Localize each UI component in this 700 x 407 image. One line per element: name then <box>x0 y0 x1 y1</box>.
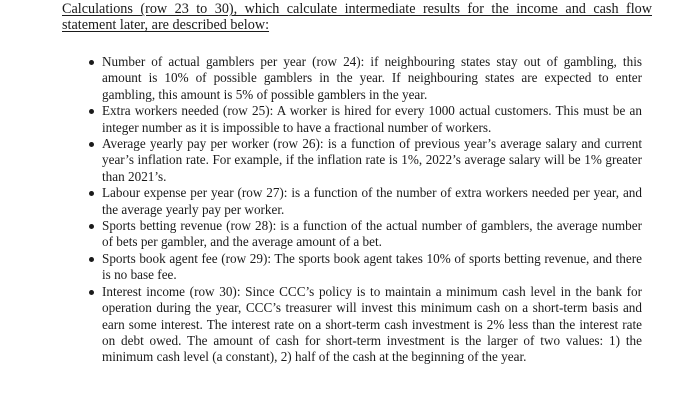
list-item-text: Extra workers needed (row 25): A worker is hired for every 1000 actual customers. This must be an integer number as it is impossible to have a fractional number of workers. <box>102 103 642 135</box>
list-item-text: Sports book agent fee (row 29): The sports book agent takes 10% of sports betting revenue, and there is no base fee. <box>102 250 642 283</box>
list-item-actual-gamblers <box>89 54 642 103</box>
section-heading: Calculations (row 23 to 30), which calculate intermediate results for the income and cash flow statement later, are described below: <box>62 1 652 33</box>
list-item-interest-income <box>89 284 642 366</box>
bullet-icon <box>89 142 94 147</box>
bullet-icon <box>89 257 94 262</box>
bullet-list <box>89 54 642 366</box>
list-item-sports-book-agent-fee <box>89 251 642 284</box>
list-item-extra-workers <box>89 103 642 136</box>
bullet-icon <box>89 224 94 229</box>
list-item-labour-expense <box>89 185 642 218</box>
list-item-sports-betting-revenue <box>89 218 642 251</box>
bullet-icon <box>89 290 94 295</box>
list-item-text: Interest income (row 30): Since CCC’s policy is to maintain a minimum cash level in the bank for operation during the year, CCC’s treasurer will invest this minimum cash on a short-term basis and earn some interest. The interest rate on a short-term cash investment is 2% less than the interest rate on debt owed. The amount of cash for short-term investment is the larger of two values: 1) the minimum cash level (a constant), 2) half of the cash at the beginning of the year. <box>102 283 642 365</box>
list-item-text: Sports betting revenue (row 28): is a function of the actual number of gamblers, the average number of bets per gambler, and the average amount of a bet. <box>102 218 642 250</box>
list-item-average-yearly-pay <box>89 136 642 185</box>
bullet-icon <box>89 60 94 65</box>
bullet-icon <box>89 191 94 196</box>
bullet-icon <box>89 109 94 114</box>
list-item-text: Labour expense per year (row 27): is a function of the number of extra workers needed per year, and the average yearly pay per worker. <box>102 185 642 217</box>
list-item-text: Number of actual gamblers per year (row 24): if neighbouring states stay out of gambling, this amount is 10% of possible gamblers in the year. If neighbouring states are expected to enter gambling, this amount is 5% of possible gamblers in the year. <box>102 54 642 102</box>
list-item-text: Average yearly pay per worker (row 26): is a function of previous year’s average salary and current year’s inflation rate. For example, if the inflation rate is 1%, 2022’s average salary will be 1% greater than 2021’s. <box>102 136 642 184</box>
